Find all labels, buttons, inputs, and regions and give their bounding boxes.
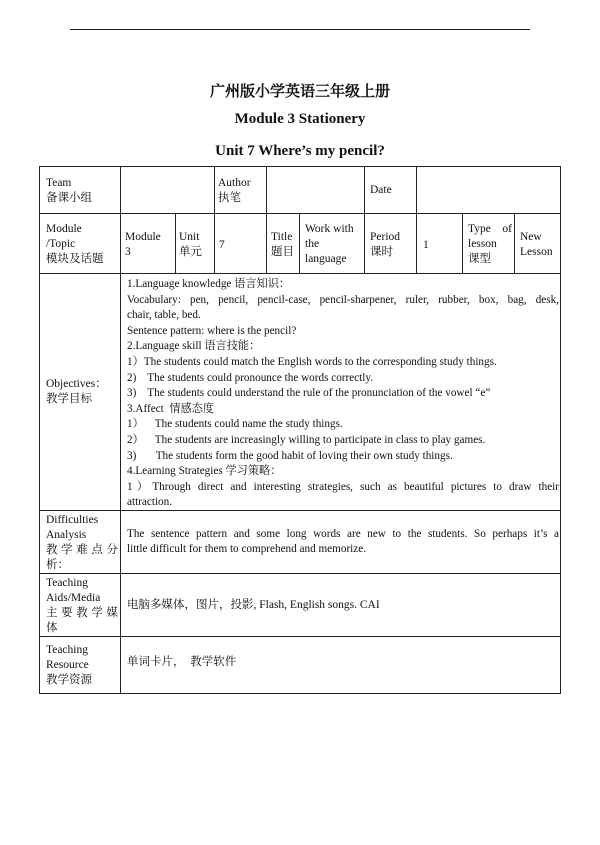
difficulties-label-3: 教学难点分	[46, 544, 118, 556]
period-value: 1	[423, 239, 429, 251]
aids-label-cell	[40, 574, 121, 637]
module-value-2: 3	[125, 246, 131, 258]
resource-label-1: Teaching	[46, 644, 88, 656]
aids-label-3: 主要教学媒	[46, 607, 118, 619]
type-label-2: lesson	[468, 238, 497, 250]
unit-value-cell	[215, 214, 267, 274]
module-label-1: Module	[46, 223, 82, 235]
period-label-cell	[365, 214, 417, 274]
title-value-cell	[300, 214, 365, 274]
type-label-cell	[463, 214, 515, 274]
objectives-label-cell	[40, 274, 121, 511]
objectives-line: Sentence pattern: where is the pencil?	[127, 324, 297, 337]
aids-label-1: Teaching	[46, 577, 88, 589]
objectives-line: 1.Language knowledge 语言知识：	[127, 278, 291, 290]
period-label-en: Period	[370, 231, 401, 243]
date-label: Date	[370, 184, 392, 196]
objectives-text	[127, 277, 559, 511]
header-rule	[70, 29, 530, 30]
unit-title: Unit 7 Where’s my pencil?	[215, 143, 385, 159]
objectives-line: attraction.	[127, 496, 173, 509]
team-value-cell	[121, 167, 215, 214]
unit-label-cn: 单元	[179, 246, 202, 258]
objectives-value-cell	[121, 274, 561, 511]
difficulties-label-1: Difficulties	[46, 514, 99, 526]
date-value-cell	[417, 167, 561, 214]
aids-label-4: 体	[46, 622, 58, 634]
title-value-2: the	[305, 238, 320, 250]
objectives-line: 1）Through direct and interesting strategies, such as beautiful pictures to draw their	[127, 480, 559, 493]
title-label-en: Title	[271, 231, 293, 243]
objectives-line: 2.Language skill 语言技能：	[127, 340, 261, 353]
objectives-line: chair, table, bed.	[127, 309, 201, 322]
title-value-3: language	[305, 253, 347, 265]
resource-label-2: Resource	[46, 659, 89, 671]
objectives-line: 1）The students could match the English words to the corresponding study things.	[127, 355, 497, 368]
aids-label-2: Aids/Media	[46, 592, 101, 604]
module-label-cell	[40, 214, 121, 274]
type-label-cn: 课型	[468, 253, 491, 265]
resource-label-3: 教学资源	[46, 674, 92, 686]
document-title-cn: 广州版小学英语三年级上册	[209, 84, 390, 100]
module-label-cn: 模块及话题	[46, 253, 104, 265]
module-value-1: Module	[125, 231, 161, 243]
unit-label-cell	[176, 214, 215, 274]
title-label-cn: 题目	[271, 246, 294, 258]
objectives-line: 4.Learning Strategies 学习策略：	[127, 465, 282, 478]
title-label-cell	[267, 214, 300, 274]
type-label-1: Type of	[468, 223, 512, 235]
resource-value: 单词卡片， 教学软件	[127, 656, 237, 668]
period-value-cell	[417, 214, 463, 274]
author-value-cell	[267, 167, 365, 214]
team-label-en: Team	[46, 177, 72, 189]
title-value-1: Work with	[305, 223, 354, 235]
author-label-cell	[215, 167, 267, 214]
objectives-label-en: Objectives：	[46, 378, 107, 390]
author-label-en: Author	[218, 177, 251, 189]
objectives-line: 3) The students could understand the rule of the pronunciation of the vowel “e”	[127, 387, 491, 400]
module-value-cell	[121, 214, 176, 274]
difficulties-label-4: 析：	[46, 559, 69, 571]
type-value-cell	[515, 214, 561, 274]
module-label-2: /Topic	[46, 238, 76, 250]
difficulties-value-cell	[121, 511, 561, 574]
type-value-2: Lesson	[520, 246, 553, 258]
date-label-cell	[365, 167, 417, 214]
aids-value-cell	[121, 574, 561, 637]
objectives-line: 1） The students could name the study things.	[127, 418, 343, 431]
objectives-line: 2) The students could pronounce the words correctly.	[127, 371, 374, 384]
difficulties-line-2: little difficult for them to comprehend and memorize.	[127, 543, 367, 555]
resource-value-cell	[121, 637, 561, 694]
author-label-cn: 执笔	[218, 192, 241, 204]
aids-value: 电脑多媒体，图片，投影, Flash, English songs. CAI	[127, 599, 380, 611]
team-label-cell	[40, 167, 121, 214]
unit-label-en: Unit	[179, 231, 200, 243]
difficulties-label-2: Analysis	[46, 529, 87, 541]
objectives-line: Vocabulary: pen, pencil, pencil-case, pencil-sharpener, ruler, rubber, box, bag, desk,	[127, 293, 559, 306]
difficulties-label-cell	[40, 511, 121, 574]
objectives-line: 3.Affect 情感态度	[127, 402, 215, 415]
objectives-label-cn: 教学目标	[46, 393, 92, 405]
module-title: Module 3 Stationery	[234, 111, 366, 127]
objectives-line: 2） The students are increasingly willing to participate in class to play games.	[127, 433, 486, 446]
lesson-plan-table	[39, 166, 561, 694]
team-label-cn: 备课小组	[46, 192, 92, 204]
type-value-1: New	[520, 231, 542, 243]
difficulties-line-1: The sentence pattern and some long words are new to the students. So perhaps it’s a	[127, 528, 559, 540]
resource-label-cell	[40, 637, 121, 694]
unit-value: 7	[219, 239, 225, 251]
objectives-line: 3) The students form the good habit of loving their own study things.	[127, 449, 453, 462]
period-label-cn: 课时	[370, 246, 393, 258]
